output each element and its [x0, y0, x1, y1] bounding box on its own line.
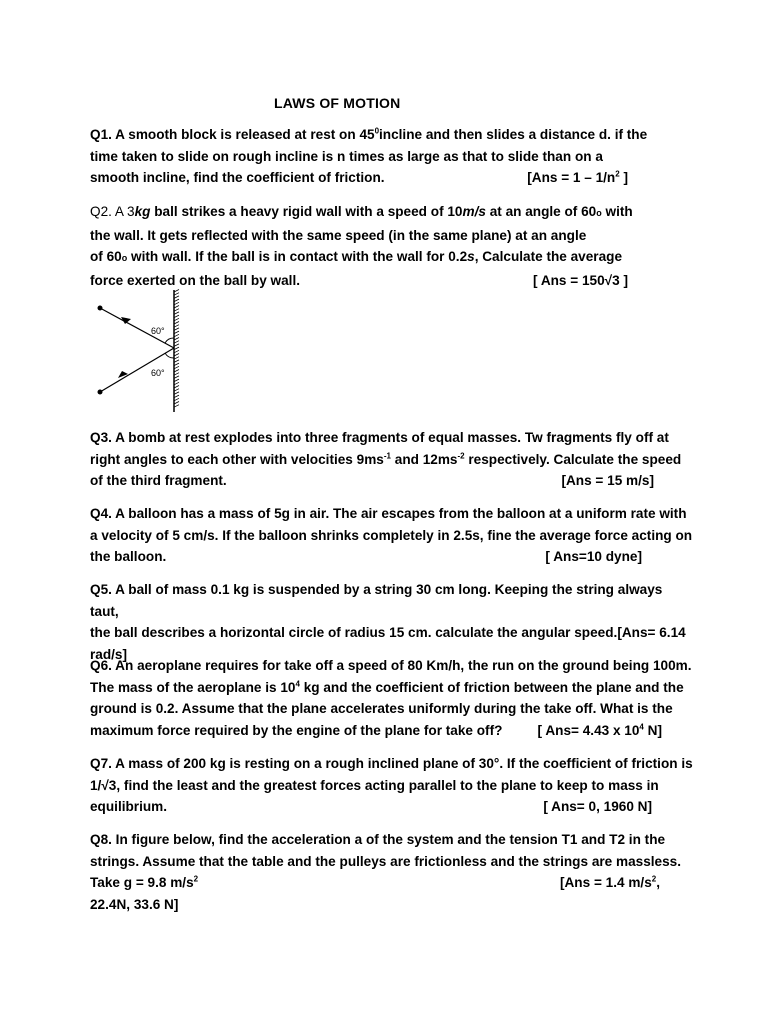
q1-line1-cont: incline and then slides a distance d. if the [379, 127, 648, 142]
ball-end-top [98, 306, 103, 311]
question-6 [90, 655, 690, 741]
q8-answer: [Ans = 1.4 $m/s^2$, [559, 874, 660, 890]
q2-kg: kg [134, 204, 151, 219]
angle-label-top: 60° [151, 326, 165, 336]
angle-label-bottom: 60° [151, 368, 165, 378]
q1-answer: [$Ans = 1 - 1/n^2$ ] [527, 169, 628, 185]
q7-line1: Q7. A mass of 200 kg is resting on a rough inclined plane of 30°. If the coefficient of friction is [90, 756, 693, 771]
q6-line4: maximum force required by the engine of the plane for take off? [90, 722, 503, 738]
q7-answer: [ Ans= 0, 1960 N] [543, 799, 652, 814]
q4-line3: the balloon. [90, 549, 167, 564]
q2-line4: force exerted on the ball by wall. [90, 272, 301, 288]
ball-start-bottom [98, 390, 103, 395]
q4-answer: [ Ans=10 dyne] [545, 549, 642, 564]
q2-deg1: o [596, 208, 602, 218]
q1-degree-sup: 0 [374, 126, 380, 136]
reflection-diagram [88, 288, 198, 418]
q2-line1: ball strikes a heavy rigid wall with a speed of 10 [150, 204, 463, 219]
q2-line3-b: with wall. If the ball is in contact with the wall for 0.2 [127, 249, 468, 264]
q8-line2: strings. Assume that the table and the pulleys are frictionless and the strings are massless. [90, 853, 682, 869]
q7-line3: equilibrium. [90, 799, 168, 814]
q6-sup: 4 [295, 678, 300, 688]
q3-line3: of the third fragment. [90, 473, 227, 488]
q5-line3: rad/s] [90, 646, 128, 662]
page-title: LAWS OF MOTION [274, 95, 401, 111]
question-8 [90, 829, 690, 915]
q2-line3: of 60 [90, 249, 122, 264]
question-5 [90, 579, 690, 665]
q6-line2-b: kg and the coefficient of friction between the plane and the [299, 679, 684, 695]
q5-line1: Q5. A ball of mass 0.1 kg is suspended by a string 30 cm long. Keeping the string always taut, [90, 582, 663, 619]
question-2 [90, 201, 690, 291]
q1-line3: smooth incline, find the coefficient of friction. [90, 170, 385, 185]
q2-deg2: o [121, 253, 128, 263]
q7-line2: 1/√3, find the least and the greatest forces acting parallel to the plane to keep to mass in [90, 777, 659, 793]
q6-line2: The mass of the aeroplane is 10 [90, 679, 296, 695]
q4-line1: Q4. A balloon has a mass of 5g in air. The air escapes from the balloon at a uniform rate with [90, 506, 687, 521]
q1-line2: time taken to slide on rough incline is n times as large as that to slide than on a [90, 148, 603, 164]
q8-line3: Take g = 9.8 $m/s^2$ [90, 874, 199, 890]
angle-arc-top [165, 338, 174, 343]
q3-sup2: -2 [457, 450, 465, 460]
q3-line2-b: and 12ms [390, 451, 458, 467]
q2-line3-c: , Calculate the average [474, 249, 623, 264]
q8-line4: 22.4N, 33.6 N] [90, 896, 179, 912]
question-1 [90, 124, 690, 189]
q3-line2: right angles to each other with velocities 9ms [90, 451, 384, 467]
q3-line1: Q3. A bomb at rest explodes into three fragments of equal masses. Tw fragments fly off at [90, 430, 669, 445]
q5-line2: the ball describes a horizontal circle of radius 15 cm. calculate the angular speed.[Ans= 6.14 [90, 625, 686, 640]
q3-line2-c: respectively. Calculate the speed [464, 451, 682, 467]
arrow-bottom [118, 371, 128, 378]
question-7 [90, 753, 693, 818]
angle-arc-bottom [165, 353, 174, 358]
question-3 [90, 427, 690, 492]
q3-sup1: -1 [383, 450, 391, 460]
q6-line1: Q6. An aeroplane requires for take off a speed of 80 Km/h, the run on the ground being 100m. [90, 658, 692, 673]
q2-prefix: Q2. A 3 [90, 204, 135, 219]
q8-line1: Q8. In figure below, find the acceleration a of the system and the tension T1 and T2 in the [90, 832, 666, 847]
q6-answer: [ Ans= 4.43 x $10^4$ N] [537, 721, 662, 738]
q3-answer: [Ans = 15 m/s] [561, 473, 654, 488]
question-4 [90, 503, 693, 568]
q6-line3: ground is 0.2. Assume that the plane accelerates uniformly during the take off. What is the [90, 701, 673, 716]
q4-line2: a velocity of 5 cm/s. If the balloon shrinks completely in 2.5s, fine the average force acting on [90, 527, 693, 543]
q2-line1-b: at an angle of 60 [485, 204, 597, 219]
q2-ms: m/s [462, 204, 486, 219]
q2-line2: the wall. It gets reflected with the same speed (in the same plane) at an angle [90, 227, 587, 243]
q1-line1: Q1. A smooth block is released at rest on 45 [90, 127, 375, 142]
q2-line1-c: with [601, 204, 633, 219]
q2-answer: [ Ans = 150√3 ] [533, 272, 628, 288]
q2-s: s [467, 249, 475, 264]
